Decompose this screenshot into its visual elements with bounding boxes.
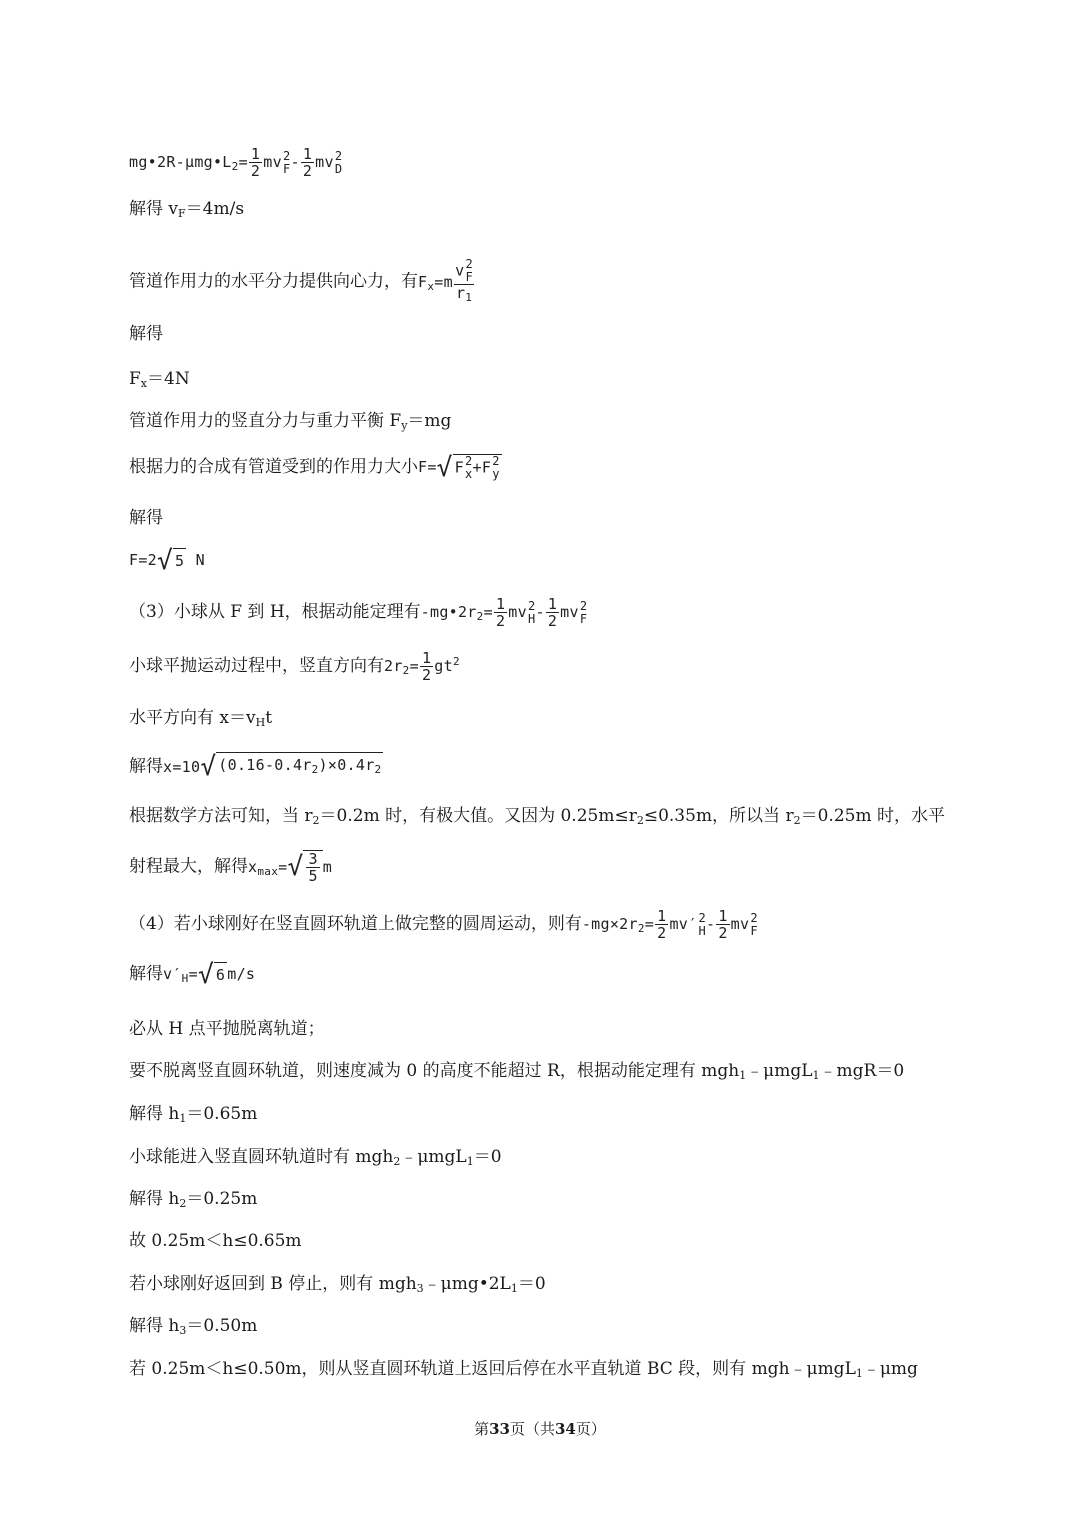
text-line: 解得	[129, 508, 163, 528]
text-line: 要不脱离竖直圆环轨道，则速度减为 0 的高度不能超过 R，根据动能定理有 mgh$_1$﹣μmgL$_1$﹣mgR＝0	[129, 1061, 905, 1082]
text-line: 根据力的合成有管道受到的作用力大小F=√ F 2 x +F 2 y	[129, 452, 500, 483]
text-line: 解得 $h_3=0.50m$	[129, 1316, 258, 1337]
text-line: 解得$v'_H=√$ 6 m/s	[129, 959, 256, 990]
text-line: 必从 H 点平抛脱离轨道；	[129, 1019, 325, 1039]
text-line: 故 0.25m＜h≤0.65m	[129, 1231, 302, 1251]
text-line: （4）若小球刚好在竖直圆环轨道上做完整的圆周运动，则有$-mg\times 2r_2=$ $\frac{1}{2}$ mv′ 2 H - $\frac{1}{2}$ mv 2 F	[129, 907, 758, 942]
total-pages: 34	[555, 1420, 576, 1438]
text-line: 小球平抛运动过程中，竖直方向有$2r_2=$ $\frac{1}{2}$ $gt^2$	[129, 649, 460, 684]
text-line: $F_x=4N$	[129, 369, 190, 390]
page-number: 33	[489, 1420, 510, 1438]
text-line: 解得 $h_2=0.25m$	[129, 1189, 258, 1210]
text-line: 水平方向有 $x=v_Ht$	[129, 708, 273, 729]
text-line: （3）小球从 F 到 H，根据动能定理有$-mg•2r_2=$ $\frac{1}{2}$ mv 2 H - $\frac{1}{2}$ mv 2 F	[129, 595, 588, 630]
text-line: 解得 $h_1=0.65m$	[129, 1104, 258, 1125]
formula-F-result: F=2√ 5 N	[129, 545, 205, 576]
text-line: 管道作用力的竖直分力与重力平衡 $F_y=mg$	[129, 411, 452, 432]
text-line: 解得x=10√ $(0.16-0.4r_2)\times 0.4r_2$	[129, 752, 382, 782]
text-line: 小球能进入竖直圆环轨道时有 mgh$_2$﹣μmgL$_1$＝0	[129, 1147, 502, 1168]
text-line: 若小球刚好返回到 B 停止，则有 $mgh_3﹣\mu mg•2L_1=0$	[129, 1274, 546, 1295]
text-line: 管道作用力的水平分力提供向心力，有$F_x=m$ v 2 F $r_1$	[129, 257, 474, 304]
text-line: 解得 $v_F=4m/s$	[129, 199, 245, 220]
formula-energy-D-to-F: $mg•2R-\mu mg•L_2=$ $\frac{1}{2}$ mv 2 F - $\frac{1}{2}$ mv 2 D	[129, 145, 343, 180]
page-footer: 第33页（共34页）	[474, 1420, 606, 1438]
text-line: 根据数学方法可知，当 $r_2=0.2m$ 时，有极大值。又因为 $0.25m\le r_2\le 0.35m$，所以当 $r_2=0.25m$ 时，水平	[129, 806, 945, 827]
text-line: 解得	[129, 324, 163, 344]
text-line: 射程最大，解得$x_{max}=√$ $\frac{3}{5}$ m	[129, 850, 333, 885]
text-line: 若 0.25m＜h≤0.50m，则从竖直圆环轨道上返回后停在水平直轨道 BC 段，则有 mgh﹣μmgL$_1$﹣μmg	[129, 1359, 918, 1380]
